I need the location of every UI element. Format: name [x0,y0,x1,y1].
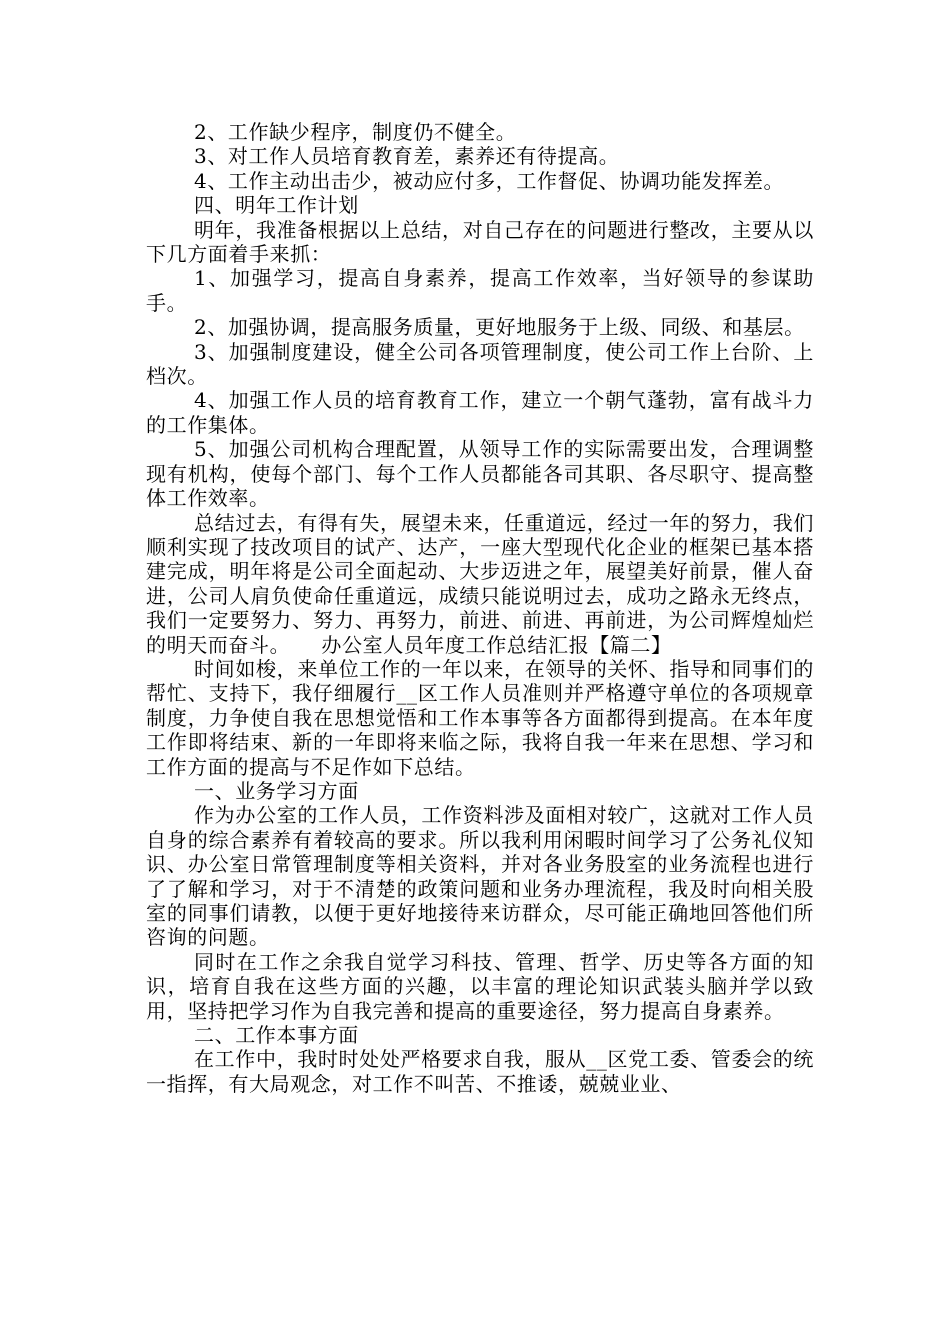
plan-item-1: 1、加强学习，提高自身素养，提高工作效率，当好领导的参谋助手。 [146,266,814,315]
document-body [146,120,814,1096]
paragraph-part-two-intro: 时间如梭，来单位工作的一年以来，在领导的关怀、指导和同事们的帮忙、支持下，我仔细履行__区工作人员准则并严格遵守单位的各项规章制度，力争使自我在思想觉悟和工作本事等各方面都得到提高。在本年度工作即将结束、新的一年即将来临之际，我将自我一年来在思想、学习和工作方面的提高与不足作如下总结。 [146,656,814,779]
plan-item-4: 4、加强工作人员的培育教育工作，建立一个朝气蓬勃，富有战斗力的工作集体。 [146,388,814,437]
paragraph-self-study: 同时在工作之余我自觉学习科技、管理、哲学、历史等各方面的知识，培育自我在这些方面的兴趣，以丰富的理论知识武装头脑并学以致用，坚持把学习作为自我完善和提高的重要途径，努力提高自身素养。 [146,949,814,1023]
paragraph-work-ability: 在工作中，我时时处处严格要求自我，服从__区党工委、管委会的统一指挥，有大局观念，对工作不叫苦、不推诿，兢兢业业、 [146,1047,814,1096]
paragraph-item-3: 3、对工作人员培育教育差，素养还有待提高。 [194,144,620,169]
plan-item-2: 2、加强协调，提高服务质量，更好地服务于上级、同级、和基层。 [194,315,805,340]
section-heading-next-year-plan: 四、明年工作计划 [194,193,359,218]
paragraph-item-4: 4、工作主动出击少，被动应付多，工作督促、协调功能发挥差。 [194,168,785,193]
plan-item-5: 5、加强公司机构合理配置，从领导工作的实际需要出发，合理调整现有机构，使每个部门、每个工作人员都能各司其职、各尽职守、提高整体工作效率。 [146,437,814,511]
section-heading-business-study: 一、业务学习方面 [194,778,359,803]
paragraph-item-2: 2、工作缺少程序，制度仍不健全。 [194,120,517,144]
paragraph-plan-intro: 明年，我准备根据以上总结，对自己存在的问题进行整改，主要从以下几方面着手来抓： [146,217,814,267]
paragraph-conclusion: 总结过去，有得有失，展望未来，任重道远，经过一年的努力，我们顺利实现了技改项目的试产、达产，一座大型现代化企业的框架已基本搭建完成，明年将是公司全面起动、大步迈进之年，展望美好前景，催人奋进，公司人肩负使命任重道远，成绩只能说明过去，成功之路永无终点，我们一定要努力、努力、再努力，前进、前进、再前进，为公司辉煌灿烂的明天而奋斗。 办公室人员年度工作总结汇报【篇二】 [146,510,814,657]
paragraph-business-study: 作为办公室的工作人员，工作资料涉及面相对较广，这就对工作人员自身的综合素养有着较高的要求。所以我利用闲暇时间学习了公务礼仪知识、办公室日常管理制度等相关资料，并对各业务股室的业务流程也进行了了解和学习，对于不清楚的政策问题和业务办理流程，我及时向相关股室的同事们请教，以便于更好地接待来访群众，尽可能正确地回答他们所咨询的问题。 [146,803,814,950]
plan-item-3: 3、加强制度建设，健全公司各项管理制度，使公司工作上台阶、上档次。 [146,339,814,389]
section-heading-work-ability: 二、工作本事方面 [194,1023,359,1048]
